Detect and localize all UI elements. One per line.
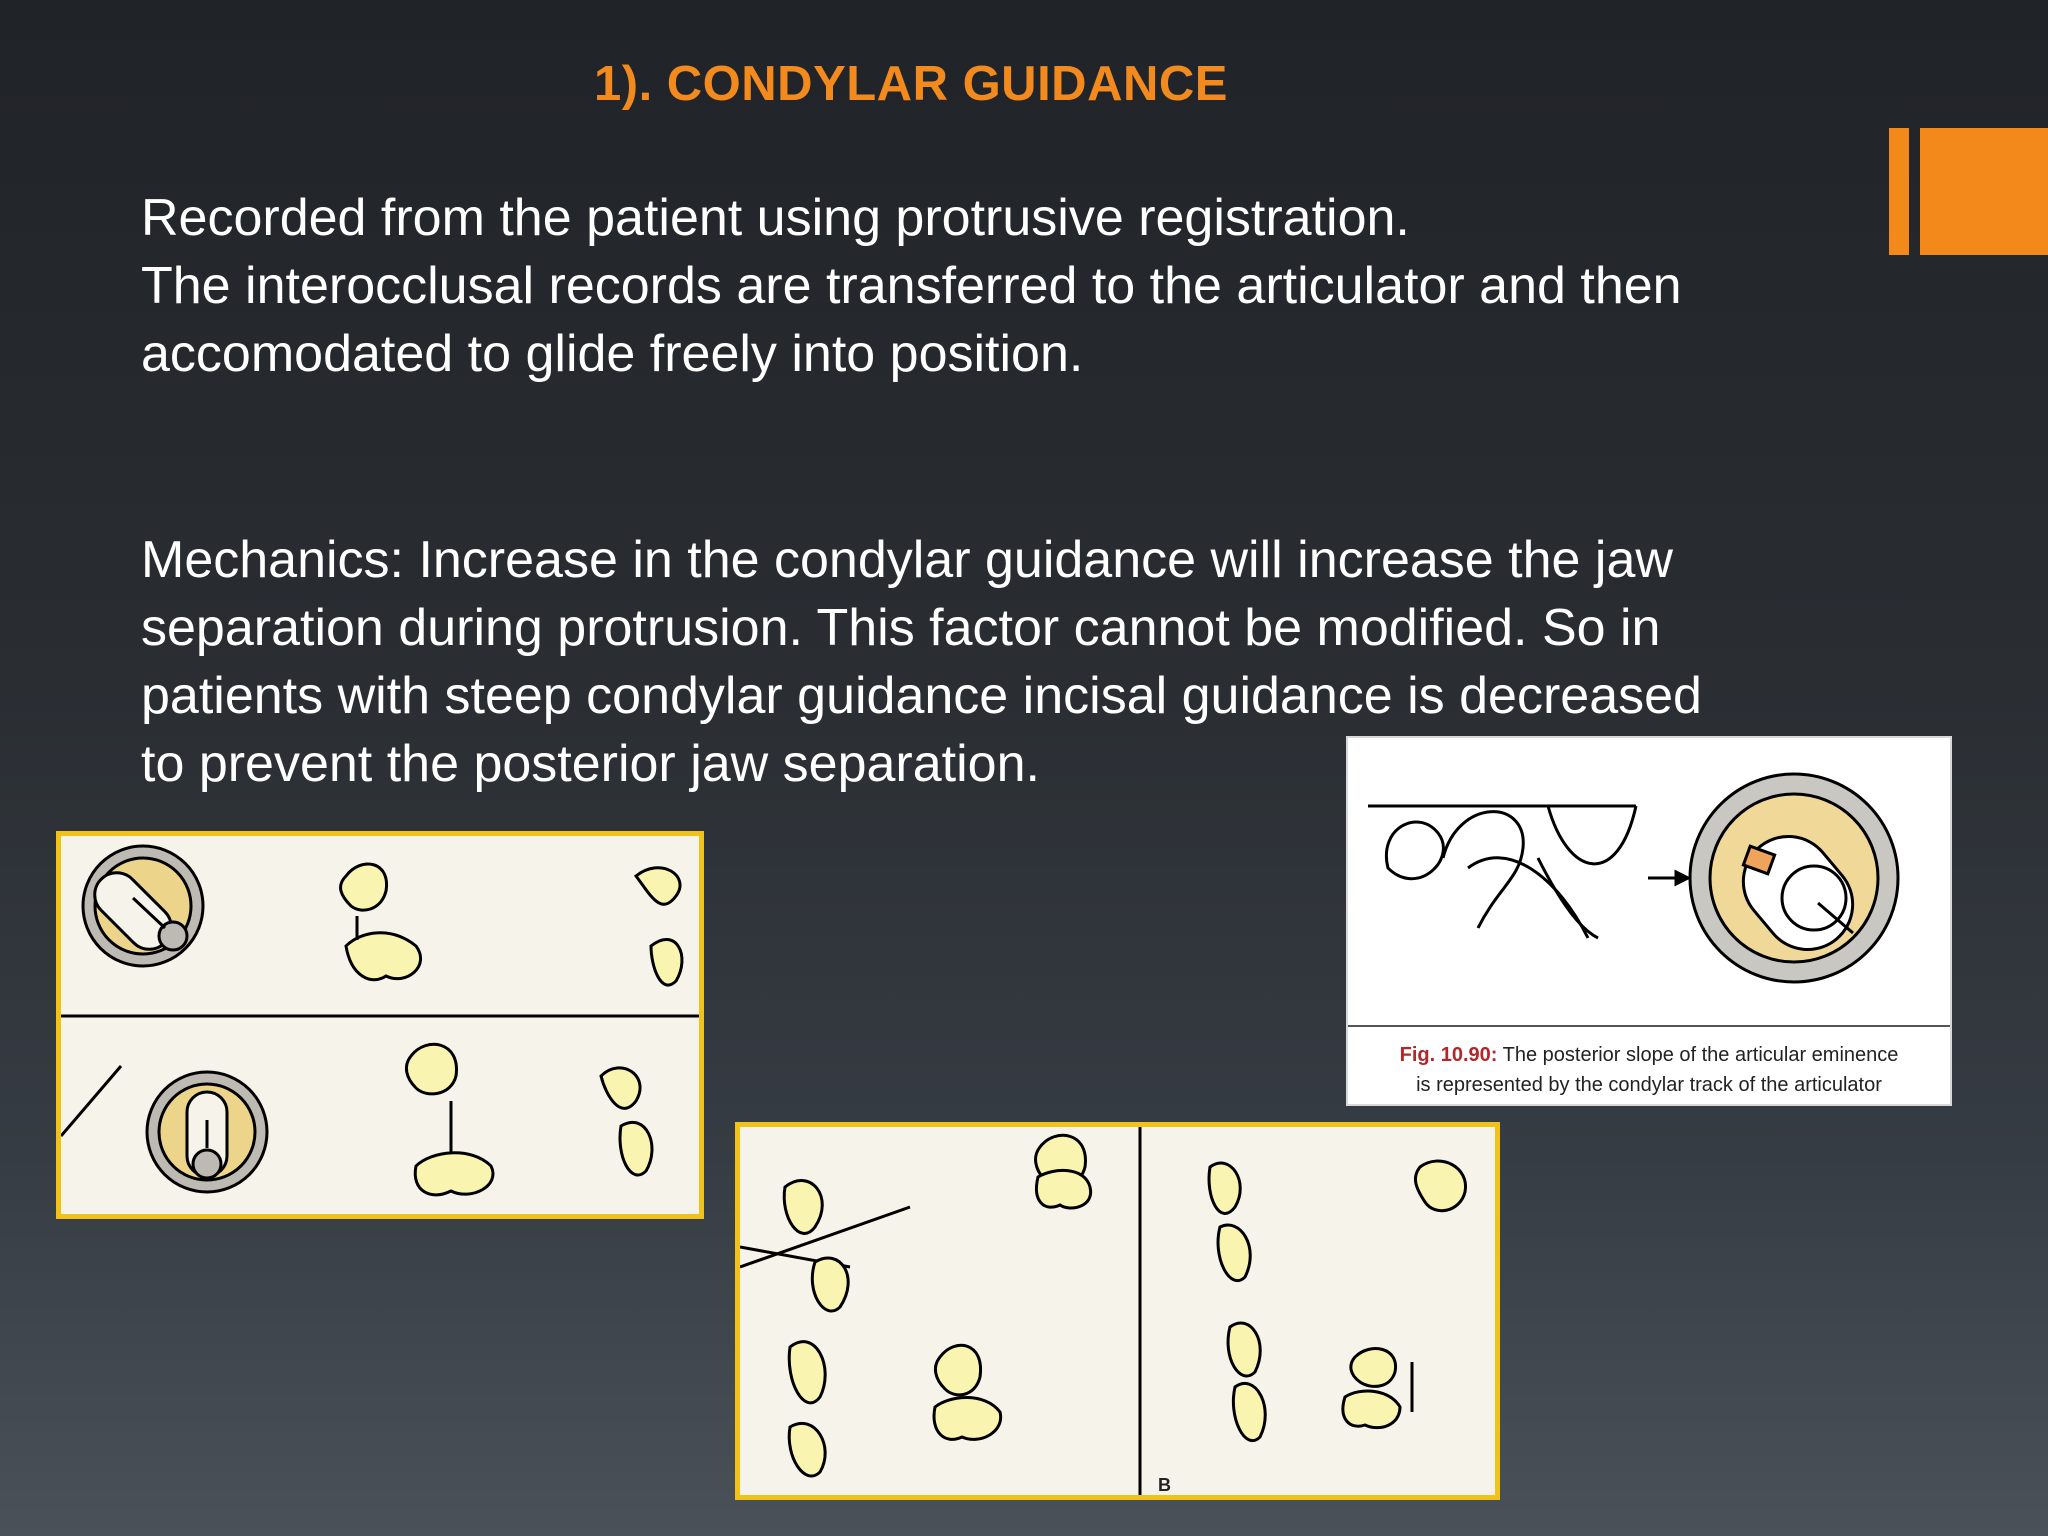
figure-marker: B xyxy=(1158,1475,1171,1495)
figure-bottom-illustration xyxy=(740,1127,1495,1495)
accent-bar-thick xyxy=(1920,128,2048,255)
figure-caption xyxy=(1348,1040,1950,1100)
caption-line2: is represented by the condylar track of the articulator xyxy=(1416,1074,1882,1096)
text-line: Recorded from the patient using protrusive registration. xyxy=(141,189,1410,247)
text-line: separation during protrusion. This factor cannot be modified. So in xyxy=(141,599,1661,657)
slide-title: 1). CONDYLAR GUIDANCE xyxy=(594,57,1228,111)
text-line: to prevent the posterior jaw separation. xyxy=(141,735,1040,793)
figure-left-illustration xyxy=(61,836,699,1214)
caption-line1: The posterior slope of the articular eminence xyxy=(1502,1044,1899,1066)
text-line: patients with steep condylar guidance incisal guidance is decreased xyxy=(141,667,1702,725)
text-line: Mechanics: Increase in the condylar guidance will increase the jaw xyxy=(141,531,1673,589)
figure-condyle-teeth-left xyxy=(56,831,704,1219)
text-line: The interocclusal records are transferred to the articulator and then xyxy=(141,257,1682,315)
figure-teeth-bottom xyxy=(735,1122,1500,1500)
text-line: accomodated to glide freely into position. xyxy=(141,325,1084,383)
figure-right-illustration xyxy=(1348,738,1950,1038)
paragraph-registration xyxy=(141,184,1921,388)
figure-condylar-track xyxy=(1346,736,1952,1106)
caption-label: Fig. 10.90: xyxy=(1399,1044,1498,1066)
